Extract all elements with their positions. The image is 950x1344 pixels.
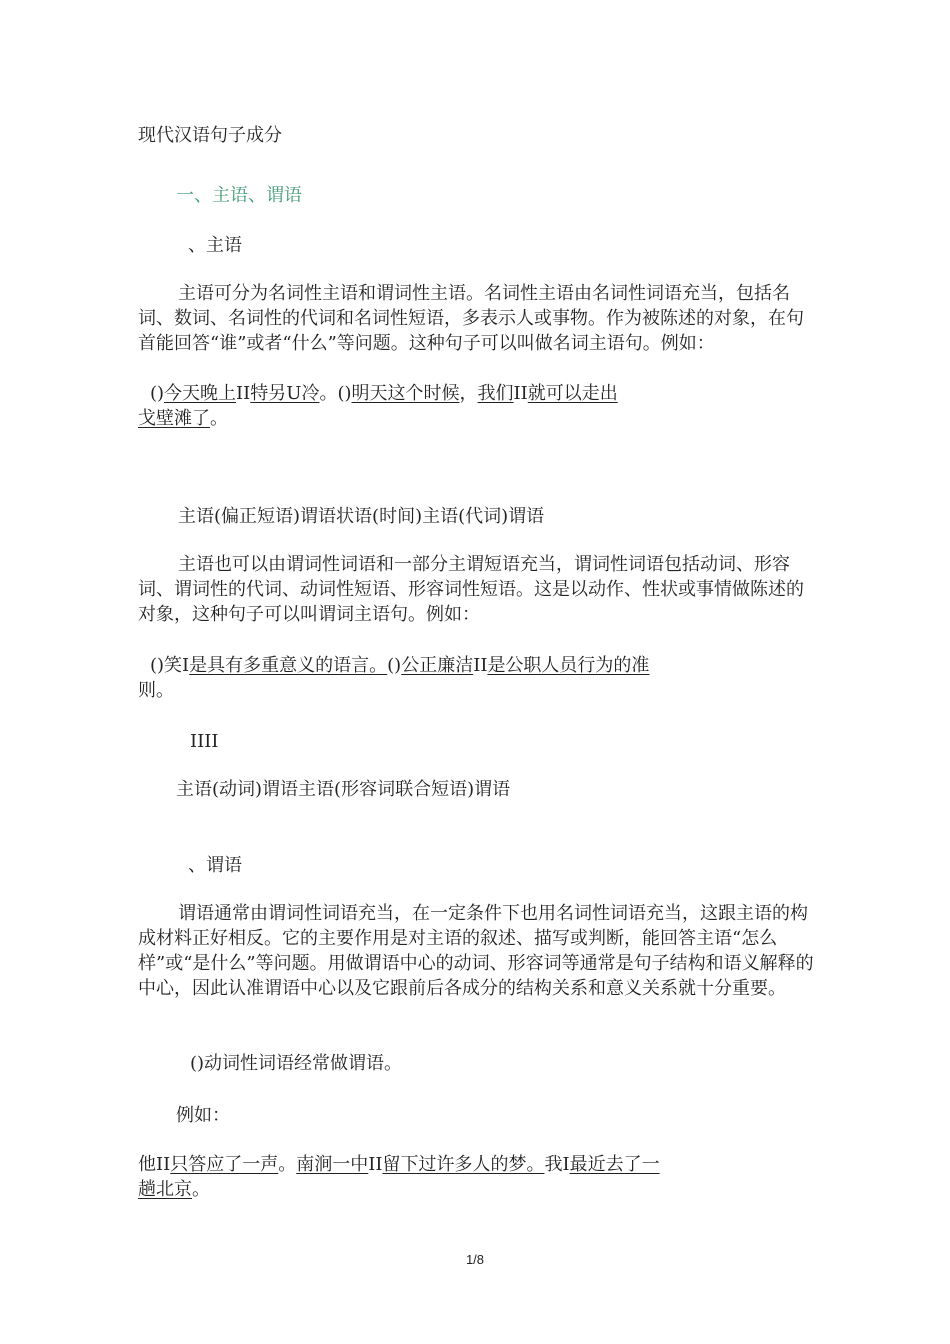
example-text: II [513,383,528,404]
example-text: 。 [278,1154,297,1175]
example-text: II [473,655,488,676]
page-number: 1/8 [465,1252,485,1267]
example-text: 他II [138,1154,171,1175]
example-text: 则。 [138,680,174,701]
example-sentences-3 [138,1152,818,1202]
example-underlined: 留下过许多人的梦。 [382,1154,545,1175]
subheading-predicate: 、谓语 [188,855,242,876]
example-underlined: 公正廉洁 [401,655,474,676]
section-heading-subject-predicate: 一、主语、谓语 [176,185,302,206]
example-text: 我I [544,1154,570,1175]
example-marks: IIII [190,731,219,752]
example-underlined: 只答应了一声 [170,1154,279,1175]
example-underlined: 就可以走出 [527,383,618,404]
example-text: ， [459,383,478,404]
example-underlined: 趟北京 [138,1179,192,1200]
example-underlined: 最近去了一 [569,1154,660,1175]
example-text: 。 [192,1179,210,1200]
example-annotation-1: 主语(偏正短语)谓语状语(时间)主语(代词)谓语 [178,506,545,527]
example-text: 。() [319,383,352,404]
example-underlined: 明天这个时候 [351,383,460,404]
paragraph-predicate-definition: 谓语通常由谓词性词语充当，在一定条件下也用名词性词语充当，这跟主语的构成材料正好相反。它的主要作用是对主语的叙述、描写或判断，能回答主语“怎么样”或“是什么”等问题。用做谓语中心的动词、形容词等通常是句子结构和语义解释的中心，因此认准谓语中心以及它跟前后各成分的结构关系和意义关系就十分重要。 [138,903,814,999]
paragraph-subject-definition: 主语可分为名词性主语和谓词性主语。名词性主语由名词性词语充当，包括名词、数词、名词性的代词和名词性短语，多表示人或事物。作为被陈述的对象，在句首能回答“谁”或者“什么”等问题。这种句子可以叫做名词主语句。例如： [138,283,804,354]
example-text: () [150,383,165,404]
example-text: 。 [210,408,228,429]
document-title: 现代汉语句子成分 [138,125,282,146]
example-text: II [368,1154,383,1175]
example-underlined: 今天晚上 [164,383,237,404]
example-underlined: 特另U冷 [250,383,320,404]
example-underlined: 我们 [477,383,514,404]
example-text: ()笑I [150,655,190,676]
example-text: () [387,655,402,676]
subheading-subject: 、主语 [188,235,242,256]
example-sentences-2 [138,653,818,703]
example-underlined: 戈壁滩了 [138,408,210,429]
example-sentences-1 [138,381,818,431]
example-annotation-2: 主语(动词)谓语主语(形容词联合短语)谓语 [176,779,511,800]
point-verbal-predicate: ()动词性词语经常做谓语。 [190,1053,403,1074]
paragraph-predicate-subject: 主语也可以由谓词性词语和一部分主谓短语充当，谓词性词语包括动词、形容词、谓词性的代词、动词性短语、形容词性短语。这是以动作、性状或事情做陈述的对象，这种句子可以叫谓词主语句。例如： [138,554,804,625]
example-underlined: 是公职人员行为的准 [487,655,650,676]
example-text: II [236,383,251,404]
example-underlined: 是具有多重意义的语言。 [189,655,388,676]
for-example-label: 例如： [176,1105,230,1126]
example-underlined: 南涧一中 [296,1154,369,1175]
